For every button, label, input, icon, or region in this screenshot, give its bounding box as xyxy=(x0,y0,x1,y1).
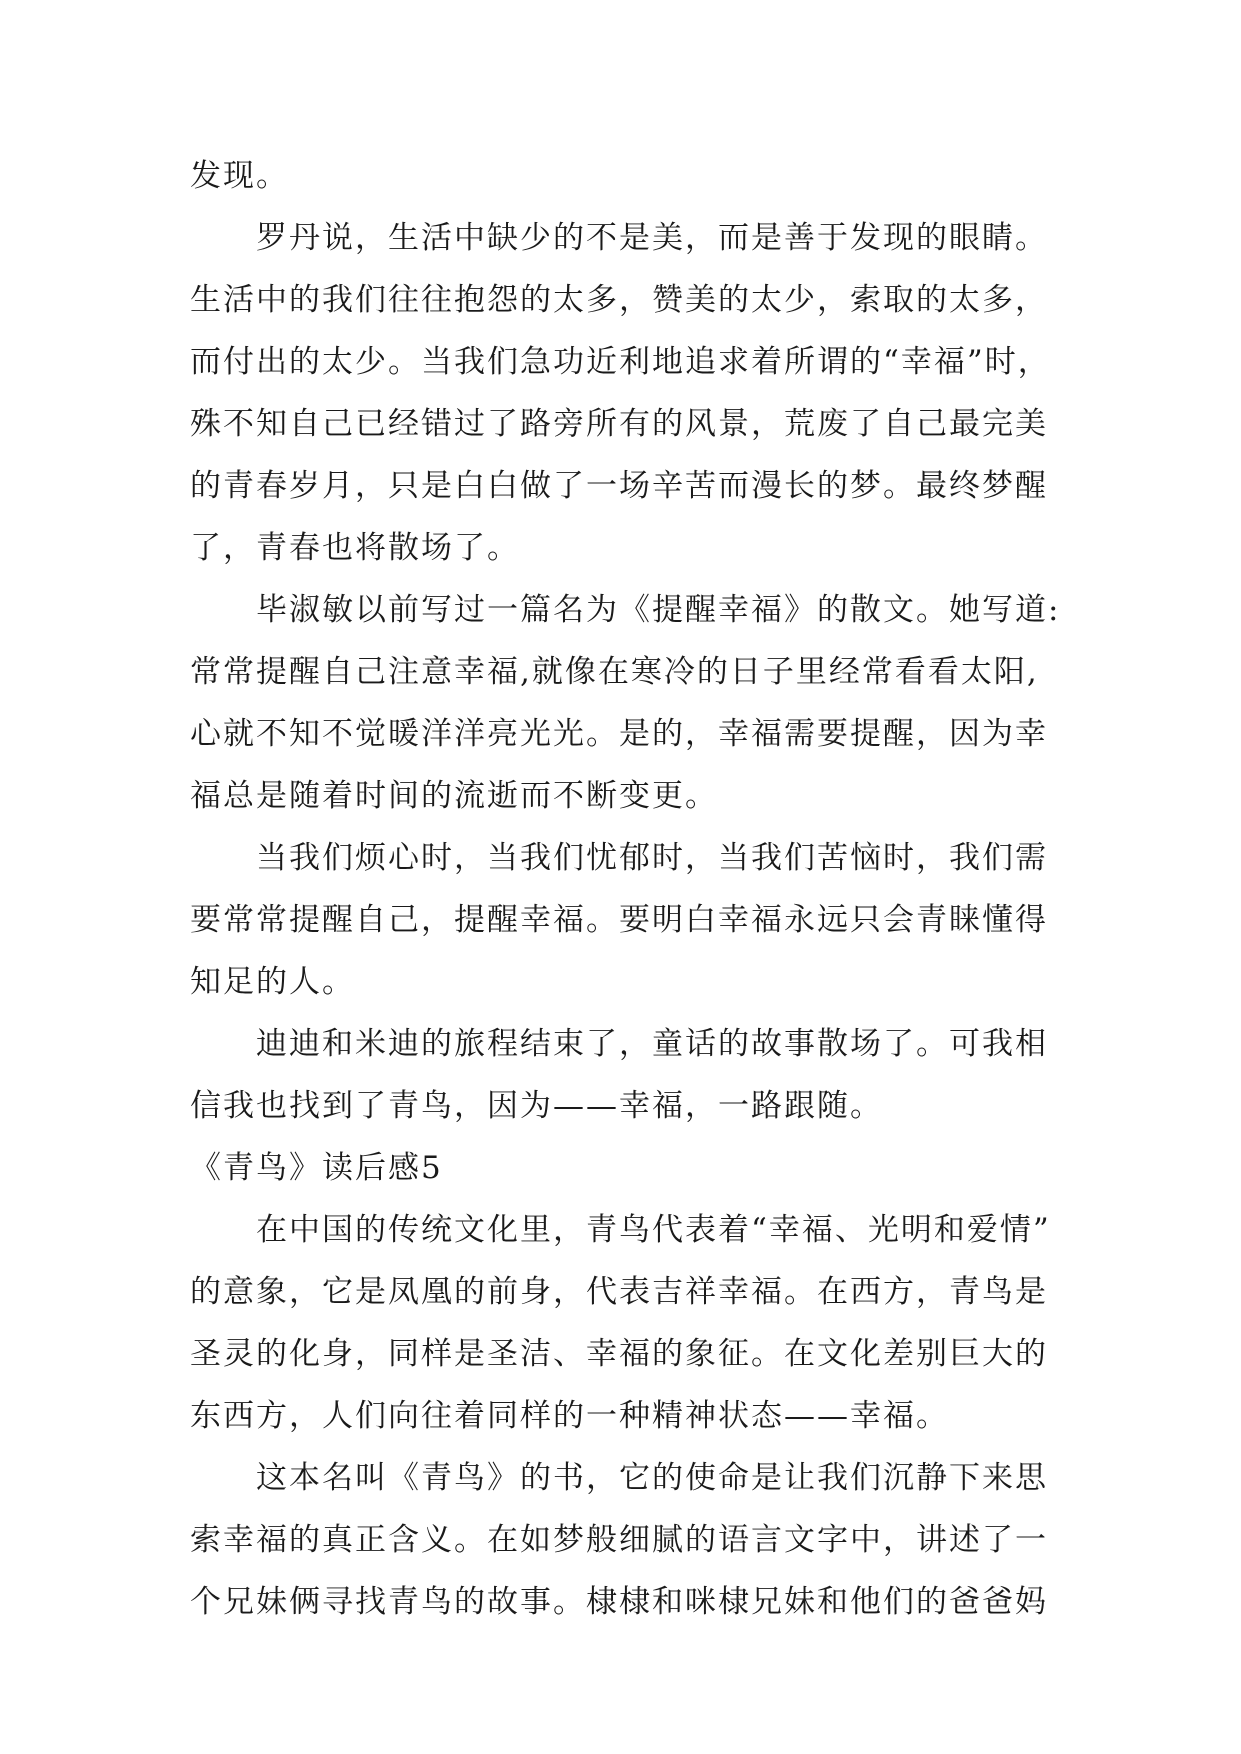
text-line: 索幸福的真正含义。在如梦般细腻的语言文字中，讲述了一 xyxy=(190,1522,1048,1558)
section-heading: 《青鸟》读后感5 xyxy=(190,1150,443,1186)
text-line: 殊不知自己已经错过了路旁所有的风景，荒废了自己最完美 xyxy=(190,406,1048,442)
text-line: 个兄妹俩寻找青鸟的故事。棣棣和咪棣兄妹和他们的爸爸妈 xyxy=(190,1584,1048,1620)
text-line: 圣灵的化身，同样是圣洁、幸福的象征。在文化差别巨大的 xyxy=(190,1336,1048,1372)
text-line: 发现。 xyxy=(190,158,289,194)
paragraph-start-line: 罗丹说，生活中缺少的不是美，而是善于发现的眼睛。 xyxy=(256,220,1048,256)
text-line: 福总是随着时间的流逝而不断变更。 xyxy=(190,778,718,814)
paragraph-start-line: 这本名叫《青鸟》的书，它的使命是让我们沉静下来思 xyxy=(256,1460,1048,1496)
paragraph-start-line: 迪迪和米迪的旅程结束了，童话的故事散场了。可我相 xyxy=(256,1026,1048,1062)
text-line: 的青春岁月，只是白白做了一场辛苦而漫长的梦。最终梦醒 xyxy=(190,468,1048,504)
text-line: 东西方，人们向往着同样的一种精神状态——幸福。 xyxy=(190,1398,949,1434)
paragraph-start-line: 在中国的传统文化里，青鸟代表着“幸福、光明和爱情” xyxy=(256,1212,1051,1248)
text-line: 心就不知不觉暖洋洋亮光光。是的，幸福需要提醒，因为幸 xyxy=(190,716,1048,752)
text-line: 生活中的我们往往抱怨的太多，赞美的太少，索取的太多， xyxy=(190,282,1048,318)
text-line: 要常常提醒自己，提醒幸福。要明白幸福永远只会青睐懂得 xyxy=(190,902,1048,938)
text-line: 而付出的太少。当我们急功近利地追求着所谓的“幸福”时， xyxy=(190,344,1051,380)
paragraph-start-line: 毕淑敏以前写过一篇名为《提醒幸福》的散文。她写道: xyxy=(256,592,1061,628)
text-line: 常常提醒自己注意幸福,就像在寒冷的日子里经常看看太阳, xyxy=(190,654,1039,690)
text-line: 知足的人。 xyxy=(190,964,355,1000)
text-line: 信我也找到了青鸟，因为——幸福，一路跟随。 xyxy=(190,1088,883,1124)
text-line: 了，青春也将散场了。 xyxy=(190,530,520,566)
text-line: 的意象，它是凤凰的前身，代表吉祥幸福。在西方，青鸟是 xyxy=(190,1274,1048,1310)
paragraph-start-line: 当我们烦心时，当我们忧郁时，当我们苦恼时，我们需 xyxy=(256,840,1048,876)
document-body xyxy=(190,145,1210,1633)
